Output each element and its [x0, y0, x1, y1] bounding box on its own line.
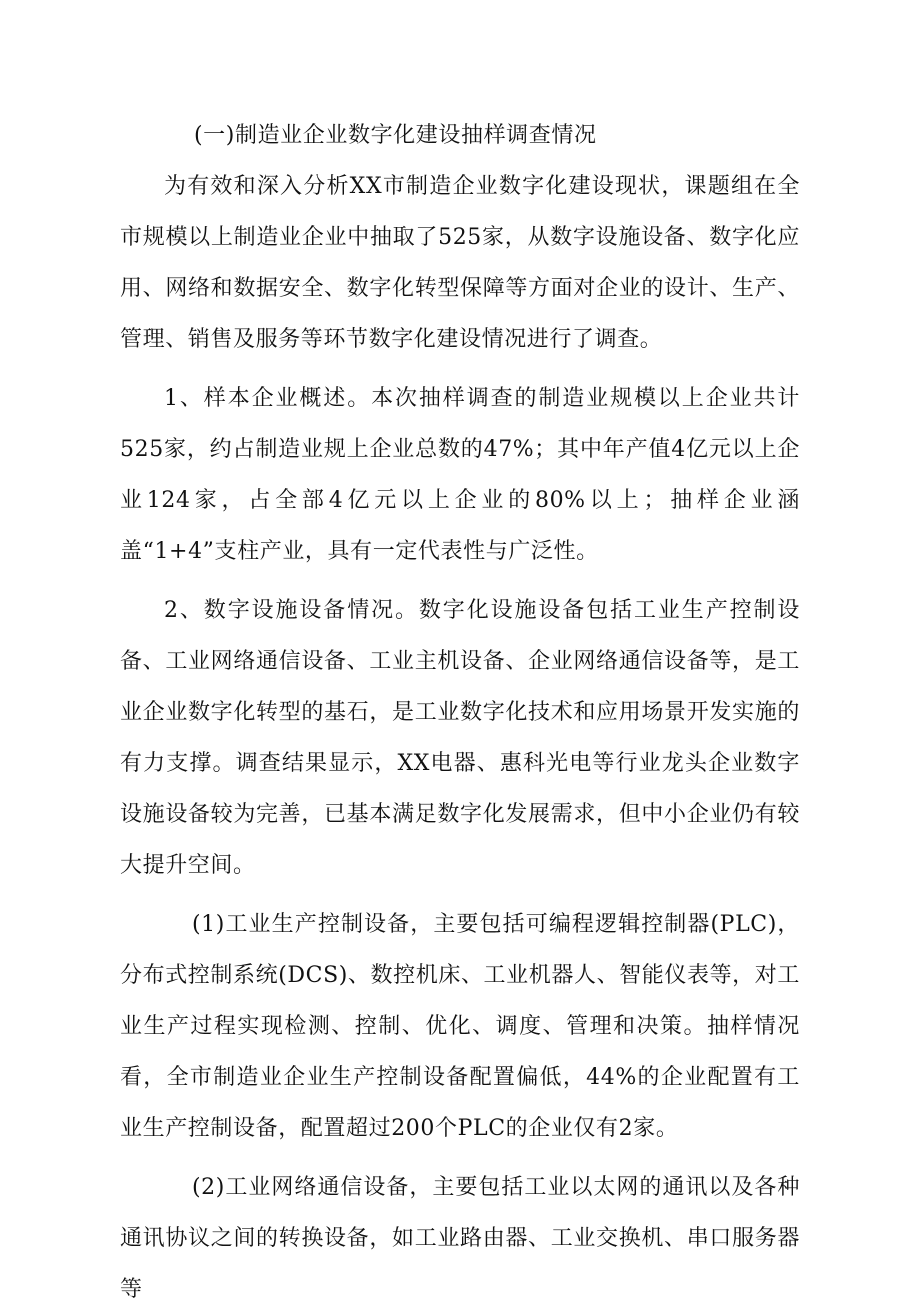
document-body [120, 110, 800, 1315]
paragraph-intro: 为有效和深入分析XX市制造企业数字化建设现状，课题组在全市规模以上制造业企业中抽取了525家，从数字设施设备、数字化应用、网络和数据安全、数字化转型保障等方面对企业的设计、生产、管理、销售及服务等环节数字化建设情况进行了调查。 [120, 174, 800, 352]
paragraph-sample-overview: 1、样本企业概述。本次抽样调查的制造业规模以上企业共计525家，约占制造业规上企业总数的47%；其中年产值4亿元以上企业124家，占全部4亿元以上企业的80%以上；抽样企业涵盖“1+4”支柱产业，具有一定代表性与广泛性。 [120, 386, 800, 564]
paragraph-network-communication: (2)工业网络通信设备，主要包括工业以太网的通讯以及各种通讯协议之间的转换设备，如工业路由器、工业交换机、串口服务器等 [120, 1175, 800, 1302]
section-heading: (一)制造业企业数字化建设抽样调查情况 [194, 123, 597, 148]
paragraph-production-control: (1)工业生产控制设备，主要包括可编程逻辑控制器(PLC)，分布式控制系统(DCS)、数控机床、工业机器人、智能仪表等，对工业生产过程实现检测、控制、优化、调度、管理和决策。抽样情况看，全市制造业企业生产控制设备配置偏低，44%的企业配置有工业生产控制设备，配置超过200个PLC的企业仅有2家。 [120, 912, 800, 1141]
paragraph-digital-facilities: 2、数字设施设备情况。数字化设施设备包括工业生产控制设备、工业网络通信设备、工业主机设备、企业网络通信设备等，是工业企业数字化转型的基石，是工业数字化技术和应用场景开发实施的有力支撑。调查结果显示，XX电器、惠科光电等行业龙头企业数字设施设备较为完善，已基本满足数字化发展需求，但中小企业仍有较大提升空间。 [120, 598, 800, 878]
